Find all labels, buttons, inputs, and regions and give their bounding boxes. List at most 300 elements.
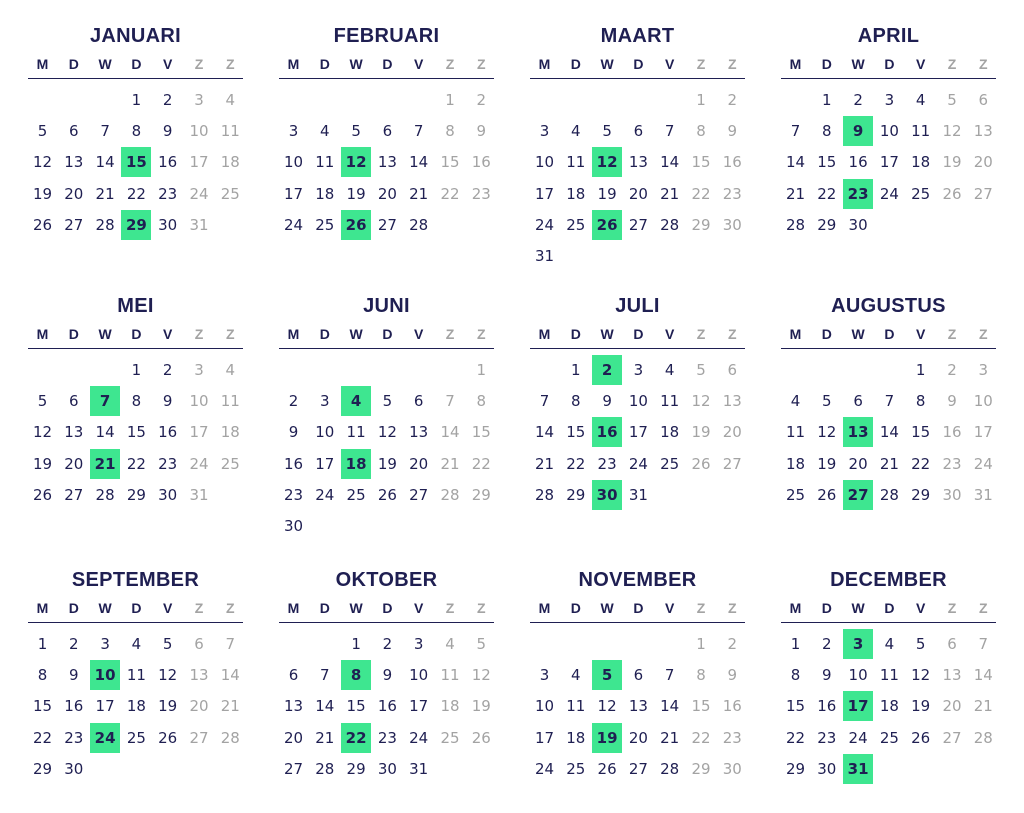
day-cell: 1	[351, 635, 361, 653]
weekday-header	[530, 599, 745, 617]
day-cell: 26	[817, 485, 837, 504]
day-cell: 7	[978, 635, 989, 653]
day-cell: 30	[377, 759, 397, 778]
month-title: APRIL	[857, 25, 920, 47]
weekday-label: M	[287, 326, 300, 342]
day-cell: 28	[879, 485, 899, 504]
weekday-label: Z	[979, 326, 988, 342]
day-cell: 27	[409, 485, 429, 504]
weekday-label: D	[570, 56, 581, 72]
day-cell: 13	[628, 697, 648, 716]
weekday-label: D	[68, 326, 79, 342]
day-cell: 1	[696, 91, 706, 109]
day-cell: 25	[566, 215, 586, 234]
weekday-label: M	[538, 56, 551, 72]
weekday-label: W	[851, 326, 865, 342]
day-cell: 16	[471, 153, 491, 172]
day-cell: 15	[440, 153, 460, 172]
weekday-header	[530, 325, 745, 343]
weekday-label: V	[163, 600, 173, 616]
month-november	[530, 568, 745, 798]
day-cell: 17	[189, 153, 209, 172]
day-cell: 28	[95, 485, 115, 504]
day-cell: 28	[220, 728, 240, 747]
day-cell: 10	[189, 122, 209, 141]
header-divider	[279, 348, 494, 349]
day-cell: 2	[162, 361, 173, 379]
day-cell: 8	[131, 392, 142, 411]
weekday-label: D	[633, 56, 644, 72]
day-cell: 27	[189, 728, 209, 747]
day-cell: 14	[95, 153, 115, 172]
day-cell: 7	[664, 666, 675, 685]
day-cell: 2	[288, 392, 299, 411]
day-cell: 22	[566, 454, 586, 473]
day-cell: 16	[64, 697, 84, 716]
day-cell: 26	[32, 485, 53, 504]
day-cell: 25	[911, 184, 931, 203]
day-cell: 8	[571, 392, 581, 411]
day-cell: 21	[660, 728, 680, 747]
day-cell: 16	[283, 454, 304, 473]
weekday-label: D	[821, 56, 832, 72]
day-cell: 10	[628, 392, 648, 411]
day-cell: 24	[189, 184, 209, 203]
day-cell: 3	[413, 635, 424, 653]
day-cell: 1	[571, 361, 581, 379]
day-cell: 21	[315, 728, 335, 747]
day-cell: 22	[126, 184, 146, 203]
day-cell: 24	[283, 215, 304, 234]
weekday-label: Z	[728, 600, 737, 616]
day-cell: 24	[189, 454, 209, 473]
day-cell: 26	[377, 485, 397, 504]
highlighted-day: 12	[592, 147, 622, 177]
day-cell: 17	[95, 697, 115, 716]
day-cell: 24	[534, 759, 555, 778]
day-cell: 11	[440, 666, 460, 685]
weekday-label: M	[538, 600, 551, 616]
highlighted-day: 29	[121, 210, 151, 240]
highlighted-day: 4	[341, 386, 371, 416]
day-cell: 21	[95, 184, 115, 203]
day-cell: 8	[915, 392, 926, 411]
day-cell: 16	[377, 697, 397, 716]
weekday-label: D	[570, 326, 581, 342]
month-juli	[530, 294, 745, 524]
highlighted-day: 30	[592, 480, 622, 510]
day-cell: 20	[409, 454, 429, 473]
day-cell: 22	[817, 184, 837, 203]
day-cell: 19	[911, 697, 931, 716]
highlighted-day: 15	[121, 147, 151, 177]
weekday-label: D	[884, 56, 895, 72]
day-cell: 20	[64, 184, 84, 203]
day-cell: 2	[947, 361, 957, 379]
day-cell: 19	[158, 697, 178, 716]
weekday-label: Z	[477, 600, 486, 616]
day-cell: 12	[911, 666, 931, 685]
weekday-label: D	[68, 56, 79, 72]
day-cell: 15	[126, 423, 146, 442]
month-title: JANUARI	[90, 25, 181, 47]
day-cell: 31	[189, 485, 209, 504]
day-cell: 16	[848, 153, 868, 172]
day-cell: 12	[32, 153, 53, 172]
day-cell: 30	[848, 215, 868, 234]
day-cell: 12	[32, 423, 53, 442]
day-cell: 21	[440, 454, 460, 473]
day-cell: 19	[32, 184, 53, 203]
day-cell: 8	[696, 122, 706, 141]
day-cell: 17	[879, 153, 899, 172]
day-cell: 8	[445, 122, 455, 141]
day-cell: 6	[382, 122, 393, 141]
highlighted-day: 9	[843, 116, 873, 146]
day-cell: 9	[727, 666, 738, 685]
day-cell: 16	[158, 153, 178, 172]
highlighted-day: 17	[843, 691, 873, 721]
highlighted-day: 13	[843, 417, 873, 447]
day-cell: 6	[947, 635, 957, 653]
day-cell: 18	[660, 423, 680, 442]
day-cell: 3	[288, 122, 299, 141]
day-cell: 5	[602, 122, 612, 141]
month-augustus	[781, 294, 996, 524]
day-cell: 9	[69, 666, 79, 685]
weekday-label: W	[98, 326, 112, 342]
highlighted-day: 5	[592, 660, 622, 690]
day-cell: 10	[283, 153, 304, 172]
weekday-label: Z	[979, 600, 988, 616]
weekday-header	[28, 325, 243, 343]
weekday-label: D	[131, 326, 142, 342]
day-cell: 11	[126, 666, 146, 685]
day-cell: 5	[382, 392, 393, 411]
day-cell: 31	[628, 485, 648, 504]
day-cell: 5	[822, 392, 832, 411]
weekday-label: W	[851, 600, 865, 616]
day-cell: 18	[785, 454, 806, 473]
day-cell: 24	[973, 454, 993, 473]
day-cell: 9	[162, 392, 173, 411]
weekday-label: M	[36, 600, 49, 616]
day-cell: 26	[158, 728, 178, 747]
weekday-label: Z	[477, 326, 486, 342]
day-cell: 30	[158, 215, 178, 234]
day-cell: 23	[942, 454, 962, 473]
day-cell: 10	[315, 423, 335, 442]
weekday-header	[279, 599, 494, 617]
day-cell: 14	[973, 666, 993, 685]
day-cell: 15	[471, 423, 491, 442]
day-cell: 9	[288, 423, 299, 442]
day-cell: 17	[409, 697, 429, 716]
highlighted-day: 23	[843, 179, 873, 209]
day-cell: 6	[978, 91, 989, 109]
day-cell: 28	[973, 728, 993, 747]
day-cell: 19	[942, 153, 962, 172]
header-divider	[781, 622, 996, 623]
day-cell: 6	[633, 666, 644, 685]
day-cell: 11	[911, 122, 931, 141]
day-cell: 14	[879, 423, 899, 442]
day-cell: 17	[534, 184, 555, 203]
highlighted-day: 3	[843, 629, 873, 659]
day-cell: 7	[539, 392, 550, 411]
weekday-label: M	[287, 56, 300, 72]
day-cell: 24	[534, 215, 555, 234]
day-cell: 4	[790, 392, 801, 411]
day-cell: 4	[884, 635, 895, 653]
day-cell: 25	[566, 759, 586, 778]
day-cell: 2	[382, 635, 393, 653]
day-cell: 23	[64, 728, 84, 747]
day-cell: 29	[126, 485, 146, 504]
day-cell: 23	[283, 485, 304, 504]
day-cell: 24	[879, 184, 899, 203]
day-cell: 24	[848, 728, 868, 747]
weekday-label: W	[600, 56, 614, 72]
day-cell: 12	[471, 666, 491, 685]
day-cell: 14	[660, 153, 680, 172]
month-juni	[279, 294, 494, 535]
day-cell: 21	[879, 454, 899, 473]
day-cell: 24	[628, 454, 648, 473]
day-cell: 14	[534, 423, 555, 442]
header-divider	[28, 78, 243, 79]
weekday-label: Z	[947, 326, 957, 342]
day-cell: 27	[722, 454, 742, 473]
highlighted-day: 22	[341, 723, 371, 753]
day-cell: 1	[131, 361, 142, 379]
day-cell: 29	[785, 759, 806, 778]
day-cell: 30	[722, 215, 742, 234]
day-cell: 30	[158, 485, 178, 504]
day-cell: 17	[534, 728, 555, 747]
day-cell: 6	[853, 392, 863, 411]
day-cell: 31	[189, 215, 209, 234]
day-cell: 26	[691, 454, 711, 473]
day-cell: 3	[194, 91, 204, 109]
highlighted-day: 18	[341, 449, 371, 479]
day-cell: 6	[69, 392, 79, 411]
day-cell: 14	[440, 423, 460, 442]
header-divider	[279, 622, 494, 623]
highlighted-day: 26	[592, 210, 622, 240]
weekday-label: Z	[445, 326, 455, 342]
day-cell: 20	[973, 153, 993, 172]
weekday-label: V	[414, 326, 424, 342]
day-cell: 29	[471, 485, 491, 504]
day-cell: 14	[220, 666, 240, 685]
weekday-label: W	[98, 600, 112, 616]
weekday-label: W	[349, 56, 363, 72]
month-april	[781, 24, 996, 254]
month-title: AUGUSTUS	[831, 295, 946, 317]
weekday-header	[279, 55, 494, 73]
day-cell: 31	[973, 485, 993, 504]
day-cell: 21	[973, 697, 993, 716]
day-cell: 29	[32, 759, 53, 778]
weekday-label: Z	[696, 326, 706, 342]
weekday-header	[279, 325, 494, 343]
day-cell: 20	[628, 728, 648, 747]
day-cell: 12	[158, 666, 178, 685]
day-cell: 25	[785, 485, 806, 504]
day-cell: 26	[911, 728, 931, 747]
weekday-label: D	[68, 600, 79, 616]
day-cell: 1	[696, 635, 706, 653]
weekday-label: V	[665, 326, 675, 342]
day-cell: 27	[283, 759, 304, 778]
day-cell: 29	[346, 759, 366, 778]
day-cell: 23	[817, 728, 837, 747]
weekday-label: W	[600, 326, 614, 342]
day-cell: 8	[131, 122, 142, 141]
weekday-label: M	[538, 326, 551, 342]
day-cell: 12	[817, 423, 837, 442]
day-cell: 10	[848, 666, 868, 685]
day-cell: 1	[37, 635, 48, 653]
day-cell: 16	[722, 697, 742, 716]
day-cell: 10	[534, 697, 555, 716]
weekday-label: V	[163, 56, 173, 72]
weekday-label: Z	[979, 56, 988, 72]
highlighted-day: 12	[341, 147, 371, 177]
day-cell: 4	[225, 91, 236, 109]
highlighted-day: 26	[341, 210, 371, 240]
month-title: JULI	[615, 295, 660, 317]
month-maart	[530, 24, 745, 265]
day-cell: 7	[225, 635, 236, 653]
month-oktober	[279, 568, 494, 798]
day-cell: 31	[534, 247, 555, 265]
day-cell: 27	[377, 215, 397, 234]
month-december	[781, 568, 996, 798]
day-cell: 12	[942, 122, 962, 141]
day-cell: 1	[790, 635, 801, 653]
day-cell: 10	[409, 666, 429, 685]
day-cell: 4	[571, 666, 581, 685]
day-cell: 25	[660, 454, 680, 473]
weekday-label: Z	[947, 56, 957, 72]
month-title: MAART	[600, 25, 675, 47]
weekday-label: V	[414, 600, 424, 616]
day-cell: 16	[722, 153, 742, 172]
day-cell: 23	[597, 454, 617, 473]
weekday-label: D	[821, 600, 832, 616]
weekday-header	[781, 325, 996, 343]
day-cell: 11	[879, 666, 899, 685]
day-cell: 2	[853, 91, 863, 109]
day-cell: 11	[220, 392, 240, 411]
day-cell: 4	[320, 122, 330, 141]
header-divider	[530, 622, 745, 623]
weekday-label: Z	[194, 600, 204, 616]
day-cell: 28	[409, 215, 429, 234]
day-cell: 7	[413, 122, 424, 141]
weekday-label: D	[570, 600, 581, 616]
day-cell: 3	[978, 361, 989, 379]
day-cell: 25	[126, 728, 146, 747]
weekday-label: D	[633, 600, 644, 616]
month-januari	[28, 24, 243, 254]
day-cell: 20	[283, 728, 304, 747]
weekday-header	[28, 599, 243, 617]
day-cell: 4	[915, 91, 926, 109]
month-februari	[279, 24, 494, 254]
day-cell: 8	[790, 666, 801, 685]
day-cell: 3	[320, 392, 330, 411]
day-cell: 12	[597, 697, 617, 716]
day-cell: 24	[315, 485, 335, 504]
day-cell: 15	[691, 697, 711, 716]
day-cell: 7	[320, 666, 330, 685]
highlighted-day: 19	[592, 723, 622, 753]
weekday-label: D	[382, 56, 393, 72]
header-divider	[781, 78, 996, 79]
weekday-label: W	[349, 326, 363, 342]
day-cell: 31	[409, 759, 429, 778]
day-cell: 11	[660, 392, 680, 411]
day-cell: 27	[628, 759, 648, 778]
day-cell: 10	[879, 122, 899, 141]
day-cell: 6	[413, 392, 424, 411]
highlighted-day: 2	[592, 355, 622, 385]
day-cell: 3	[539, 122, 550, 141]
day-cell: 5	[37, 122, 48, 141]
weekday-label: V	[665, 600, 675, 616]
day-cell: 12	[691, 392, 711, 411]
day-cell: 29	[691, 759, 711, 778]
day-cell: 18	[879, 697, 899, 716]
highlighted-day: 16	[592, 417, 622, 447]
day-cell: 22	[691, 728, 711, 747]
weekday-label: D	[821, 326, 832, 342]
day-cell: 18	[566, 728, 586, 747]
weekday-label: M	[36, 326, 49, 342]
day-cell: 9	[162, 122, 173, 141]
day-cell: 30	[283, 517, 304, 535]
day-cell: 23	[158, 184, 178, 203]
day-cell: 23	[471, 184, 491, 203]
day-cell: 27	[64, 485, 84, 504]
day-cell: 3	[100, 635, 110, 653]
day-cell: 19	[346, 184, 366, 203]
day-cell: 21	[785, 184, 806, 203]
day-cell: 13	[942, 666, 962, 685]
day-cell: 28	[785, 215, 806, 234]
weekday-label: M	[287, 600, 300, 616]
day-cell: 17	[189, 423, 209, 442]
header-divider	[781, 348, 996, 349]
day-cell: 3	[539, 666, 550, 685]
header-divider	[28, 348, 243, 349]
day-cell: 5	[351, 122, 361, 141]
day-cell: 13	[64, 153, 84, 172]
day-cell: 22	[471, 454, 491, 473]
day-cell: 13	[64, 423, 84, 442]
day-cell: 12	[377, 423, 397, 442]
day-cell: 5	[476, 635, 487, 653]
day-cell: 8	[822, 122, 832, 141]
day-cell: 4	[131, 635, 142, 653]
day-cell: 26	[597, 759, 617, 778]
header-divider	[530, 78, 745, 79]
day-cell: 26	[942, 184, 962, 203]
day-cell: 18	[911, 153, 931, 172]
